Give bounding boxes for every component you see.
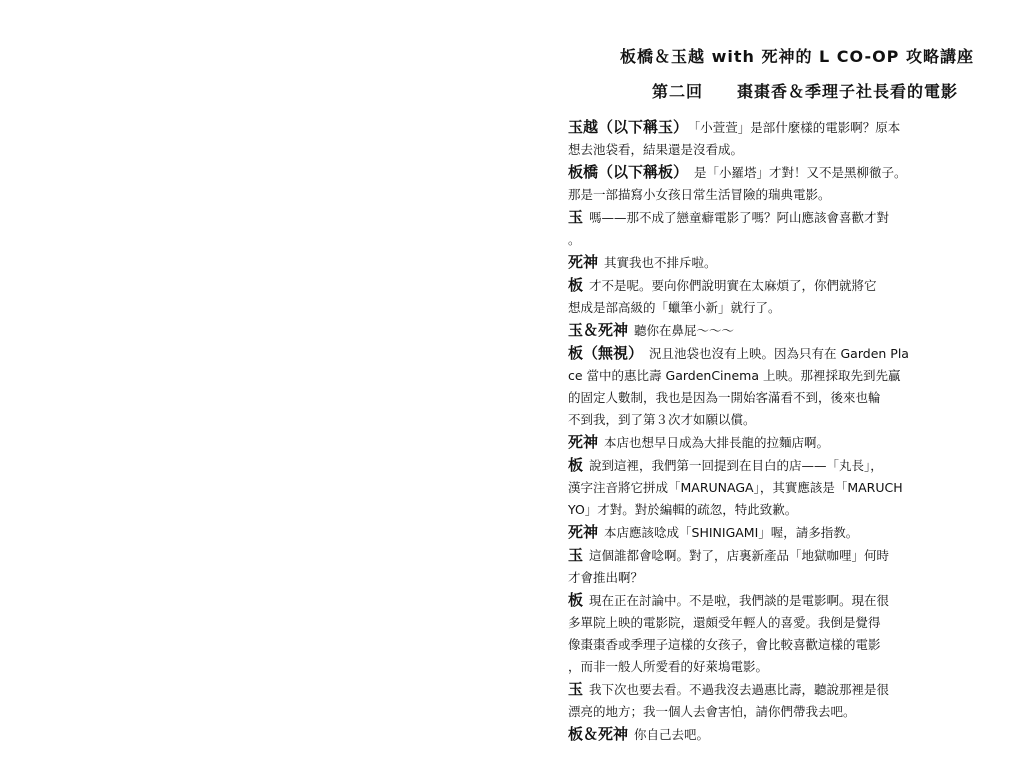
dialogue-line: 漢字注音將它拼成「MARUNAGA」，其實應該是「MARUCH [568,480,903,495]
dialogue-entry [568,521,1000,544]
dialogue-entry [568,678,1000,723]
speaker-name: 玉 [568,208,584,226]
speaker-name: 玉＆死神 [568,321,629,339]
speaker-name: 板 [568,591,584,609]
dialogue-line: ce 當中的惠比壽 GardenCinema 上映。那裡採取先到先贏 [568,368,901,383]
dialogue-line: 本店也想早日成為大排長龍的拉麵店啊。 [604,435,830,450]
dialogue-entry [568,342,1000,431]
dialogue-entry [568,319,1000,342]
dialogue-line: 聽你在鼻屁～～～ [634,323,735,338]
dialogue-line: 嗎——那不成了戀童癖電影了嗎？阿山應該會喜歡才對 [589,210,890,225]
speaker-name: 板＆死神 [568,725,629,743]
dialogue-line: 。 [568,232,581,247]
dialogue-line: ，而非一般人所愛看的好萊塢電影。 [568,659,769,674]
dialogue-entry [568,544,1000,589]
dialogue-entry [568,454,1000,521]
dialogue-entry [568,251,1000,274]
page-subtitle: 第二回 棗棗香＆季理子社長看的電影 [651,82,958,101]
dialogue-line: 像棗棗香或季理子這樣的女孩子，會比較喜歡這樣的電影 [568,637,881,652]
dialogue-line: 況且池袋也沒有上映。因為只有在 Garden Pla [649,346,909,361]
speaker-name: 死神 [568,253,599,271]
speaker-name: 板（無視） [568,344,644,362]
dialogue-line: 想成是部高級的「蠟筆小新」就行了。 [568,300,781,315]
dialogue-line: 那是一部描寫小女孩日常生活冒險的瑞典電影。 [568,187,831,202]
dialogue-entry [568,206,1000,251]
dialogue-line: YO」才對。對於編輯的疏忽，特此致歉。 [568,502,798,517]
dialogue-line: 你自己去吧。 [634,727,710,742]
dialogue-line: 說到這裡，我們第一回提到在目白的店——「丸長」， [589,458,883,473]
speaker-name: 玉越（以下稱玉） [568,118,689,136]
dialogue-line: 不到我，到了第３次才如願以償。 [568,412,756,427]
dialogue-entry [568,723,1000,746]
text-page [512,0,1024,768]
dialogue-line: 這個誰都會唸啊。對了，店裏新產品「地獄咖哩」何時 [589,548,890,563]
dialogue-line: 才會推出啊？ [568,570,644,585]
dialogue-line: 我下次也要去看。不過我沒去過惠比壽，聽說那裡是很 [589,682,890,697]
page-header [592,44,1002,102]
dialogue-entry [568,431,1000,454]
dialogue-entry [568,161,1000,206]
speaker-name: 死神 [568,523,599,541]
dialogue-line: 本店應該唸成「SHINIGAMI」喔，請多指教。 [604,525,859,540]
dialogue-line: 其實我也不排斥啦。 [604,255,717,270]
dialogue-entry [568,589,1000,678]
dialogue-body [568,116,1000,746]
dialogue-line: 是「小羅塔」才對！又不是黑柳徹子。 [694,165,907,180]
page-title: 板橋＆玉越 with 死神的 L CO-OP 攻略講座 [620,47,974,66]
dialogue-line: 的固定人數制，我也是因為一開始客滿看不到，後來也輪 [568,390,881,405]
dialogue-line: 現在正在討論中。不是啦，我們談的是電影啊。現在很 [589,593,890,608]
dialogue-line: 才不是呢。要向你們說明實在太麻煩了，你們就將它 [589,278,877,293]
speaker-name: 玉 [568,680,584,698]
dialogue-entry [568,116,1000,161]
speaker-name: 板 [568,456,584,474]
dialogue-line: 漂亮的地方；我一個人去會害怕，請你們帶我去吧。 [568,704,856,719]
dialogue-line: 多單院上映的電影院，還頗受年輕人的喜愛。我倒是覺得 [568,615,881,630]
dialogue-entry [568,274,1000,319]
speaker-name: 玉 [568,546,584,564]
speaker-name: 死神 [568,433,599,451]
dialogue-line: 「小萱萱」是部什麼樣的電影啊？原本 [694,120,901,135]
speaker-name: 板 [568,276,584,294]
dialogue-line: 想去池袋看，結果還是沒看成。 [568,142,744,157]
speaker-name: 板橋（以下稱板） [568,163,689,181]
